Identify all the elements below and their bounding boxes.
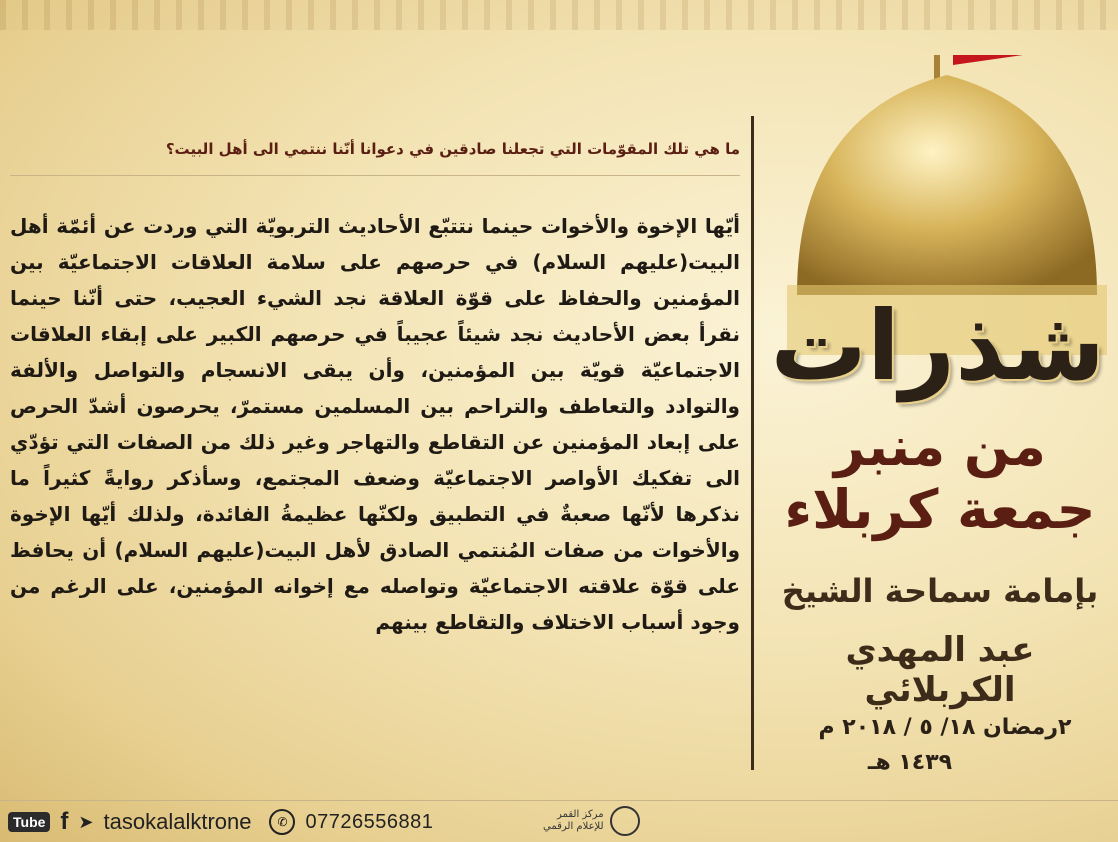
social-handle: tasokalalktrone <box>103 809 252 834</box>
main-title: شذرات <box>770 290 1105 402</box>
youtube-icon[interactable]: Tube <box>8 812 50 832</box>
article-text: أيّها الإخوة والأخوات حينما نتتبّع الأحاديث التربويّة التي وردت عن أئمّة أهل البيت(عليهم السلام) في حرصهم على سلامة العلاقات الاجتماعيّة بين المؤمنين والحفاظ على قوّة العلاقة نجد الشيء العجيب، حتى أنّنا حينما نقرأ بعض الأحاديث نجد شيئاً عجيباً في حرصهم الكبير على إبقاء العلاقات الاجتماعيّة قويّة بين المؤمنين، وأن يبقى الانسجام والتواصل والألفة والتوادد والتعاطف والتراحم بين المسلمين مستمرّ، يحرصون أشدّ الحرص على إبعاد المؤمنين عن التقاطع والتهاجر وغير ذلك من الصفات التي تؤدّي الى تفكيك الأواصر الاجتماعيّة وضعف المجتمع، وسأذكر روايةً كثيراً ما نذكرها لأنّها صعبةٌ في التطبيق ولكنّها عظيمةُ الفائدة، ولذلك أيّها الإخوة والأخوات من صفات المُنتمي الصادق لأهل البيت(عليهم السلام) أن يحافظ على قوّة علاقته الاجتماعيّة وتواصله مع إخوانه المؤمنين، على الرغم من وجود أسباب الاختلاف والتقاطع بينهم <box>10 214 740 634</box>
footer-divider <box>0 800 1118 801</box>
phone-number: 07726556881 <box>305 810 434 833</box>
social-footer <box>8 806 433 838</box>
facebook-icon[interactable]: f <box>60 808 69 835</box>
top-ornament <box>0 0 1118 30</box>
telegram-icon[interactable]: ➤ <box>78 811 94 832</box>
question-heading: ما هي تلك المقوّمات التي تجعلنا صادقين في دعوانا أنّنا ننتمي الى أهل البيت؟ <box>165 140 740 158</box>
subtitle-line1: من منبر <box>834 415 1046 478</box>
divider-line <box>10 175 740 176</box>
gregorian-date: ٢رمضان ١٨/ ٥ / ٢٠١٨ م <box>818 715 1072 740</box>
imam-line1: بإمامة سماحة الشيخ <box>781 572 1099 610</box>
moon-center-icon <box>610 806 640 836</box>
center-subtitle: للإعلام الرقمي <box>543 821 604 832</box>
imam-line2: عبد المهدي الكربلائي <box>845 630 1035 710</box>
hijri-date: ١٤٣٩ هـ <box>867 750 953 775</box>
whatsapp-icon[interactable]: ✆ <box>269 809 295 835</box>
center-text <box>543 809 604 833</box>
subtitle-line2: جمعة كربلاء <box>784 478 1096 541</box>
center-logo <box>543 806 640 836</box>
center-name: مركز القمر <box>557 809 604 820</box>
vertical-divider <box>751 116 754 770</box>
